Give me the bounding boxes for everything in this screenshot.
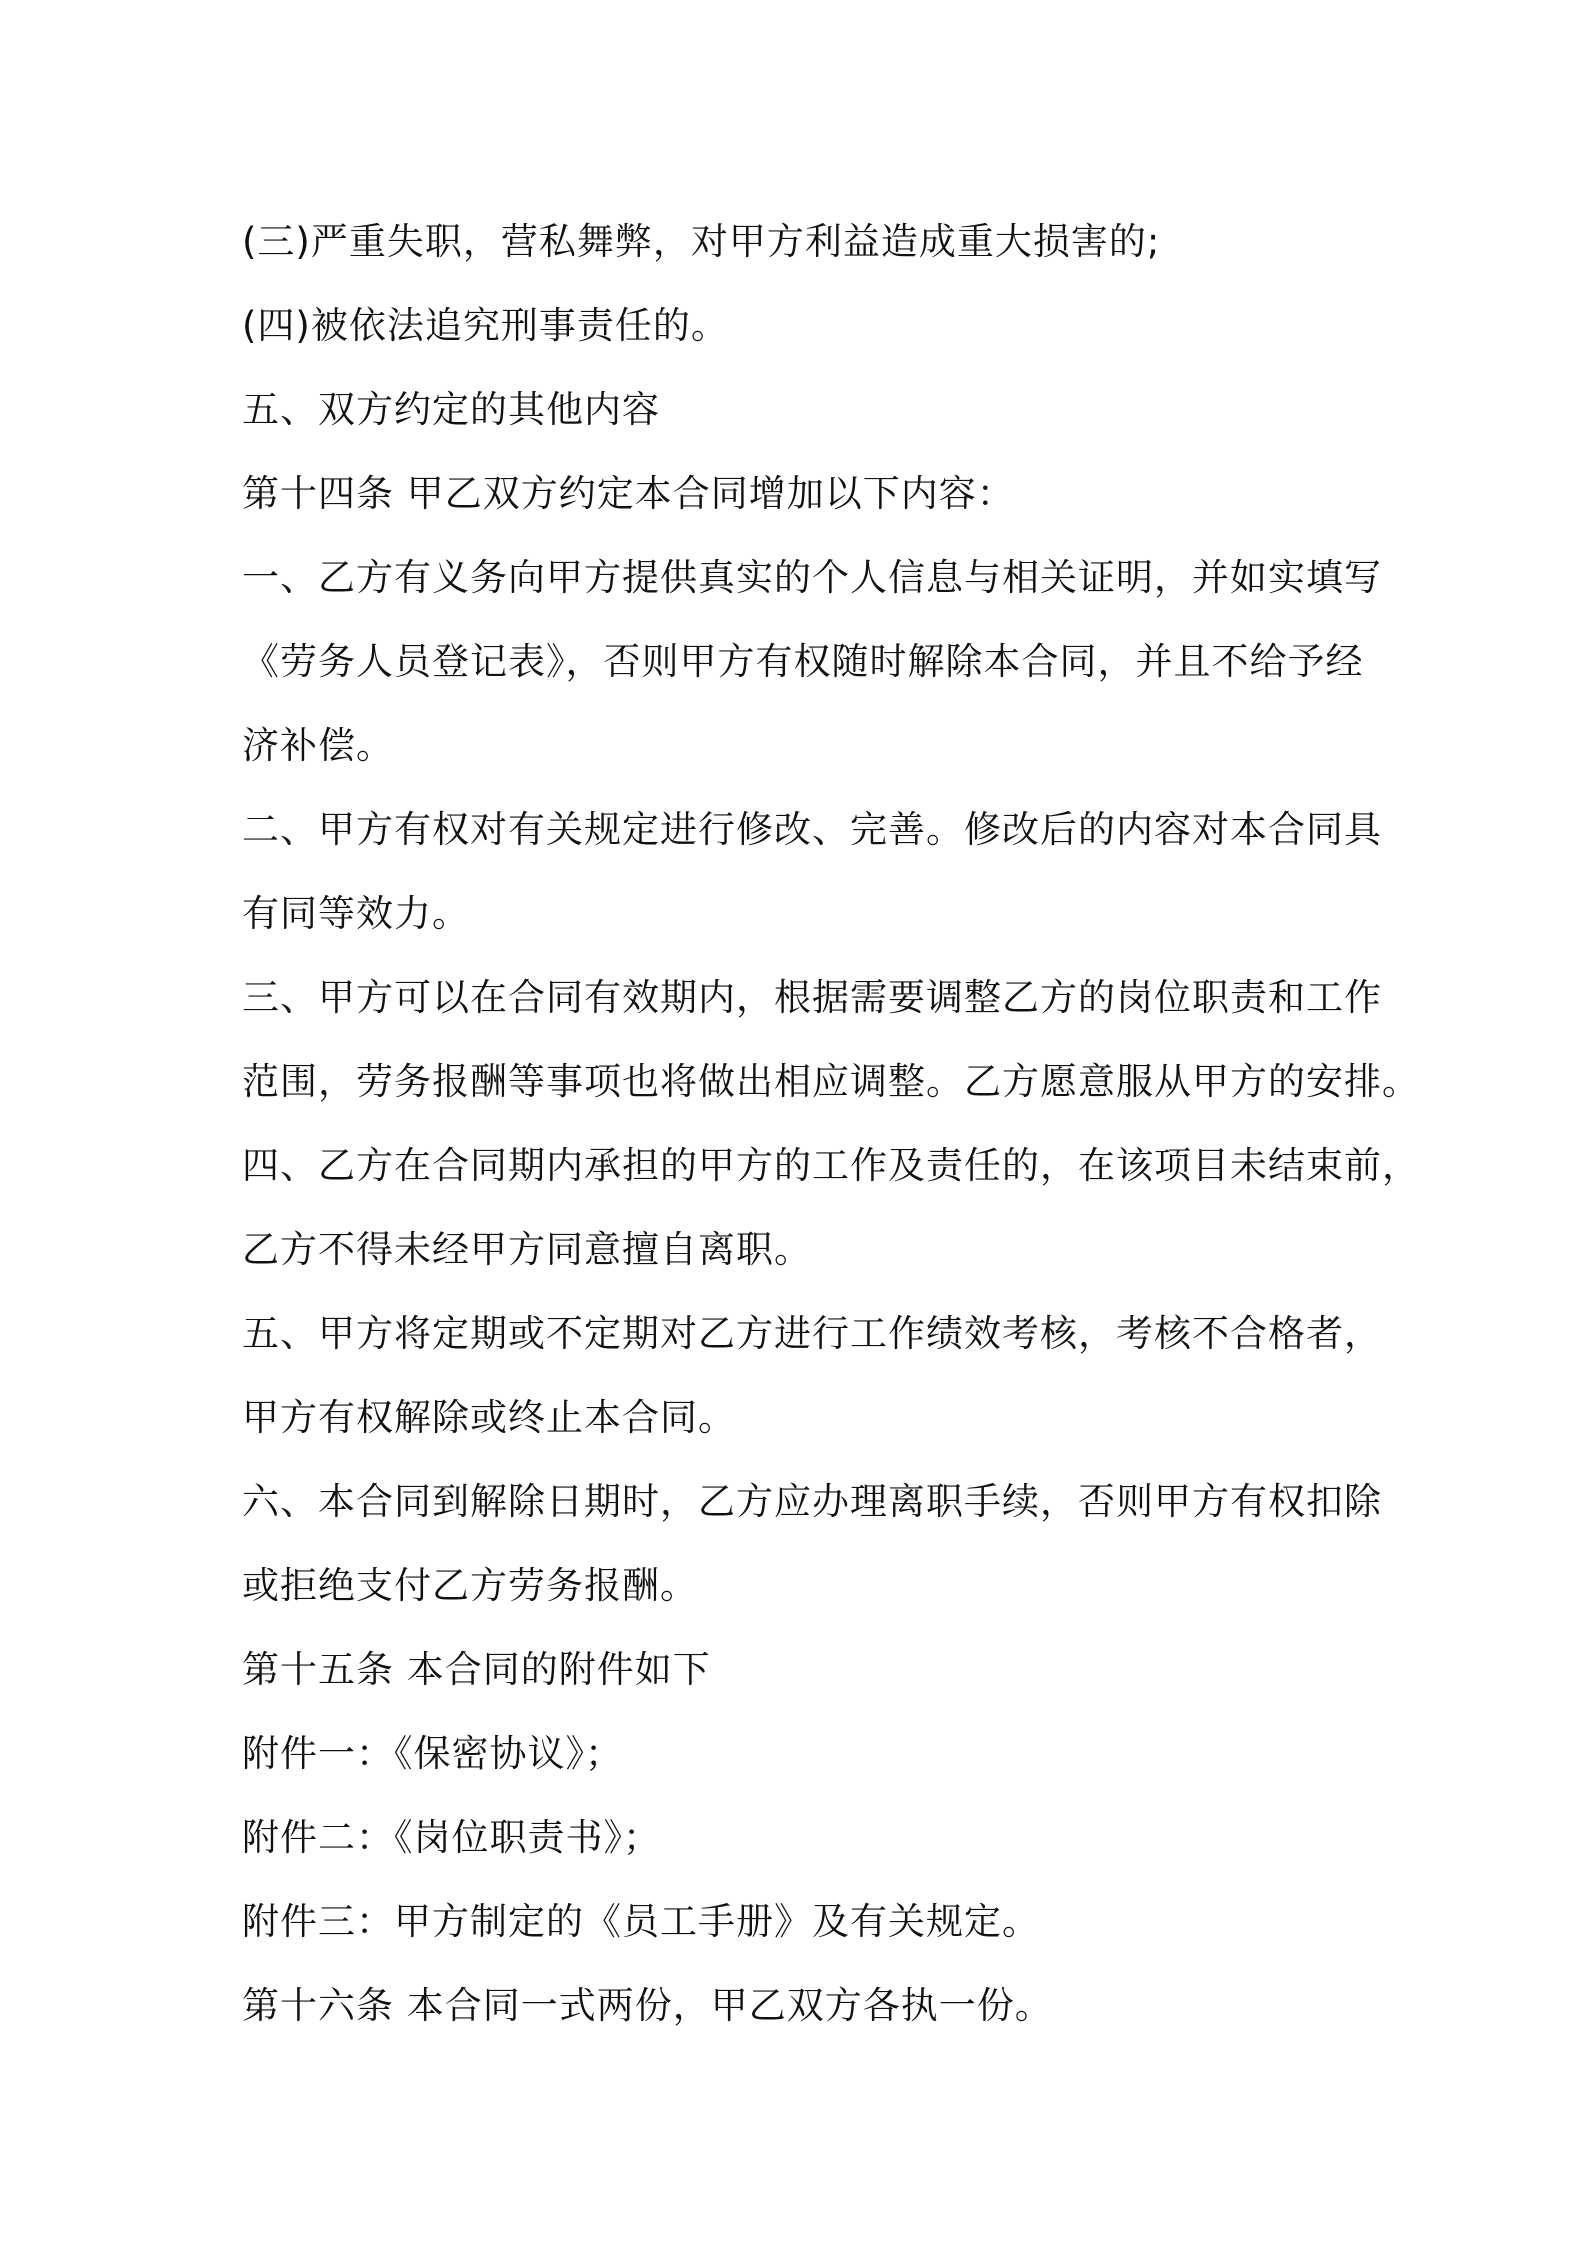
article-14-item-2-line-2: 有同等效力。	[242, 892, 470, 935]
article-14-item-1-line-3: 济补偿。	[242, 724, 394, 767]
article-14-item-6-line-2: 或拒绝支付乙方劳务报酬。	[242, 1564, 698, 1607]
article-14-item-4-line-1: 四、乙方在合同期内承担的甲方的工作及责任的，在该项目未结束前，	[242, 1144, 1420, 1187]
document-body	[242, 200, 1420, 2048]
attachment-3: 附件三：甲方制定的《员工手册》及有关规定。	[242, 1900, 1040, 1943]
article-14-item-1-line-2: 《劳务人员登记表》，否则甲方有权随时解除本合同，并且不给予经	[242, 640, 1364, 683]
clause-item-3: (三)严重失职，营私舞弊，对甲方利益造成重大损害的;	[242, 220, 1161, 263]
attachment-2: 附件二：《岗位职责书》；	[242, 1816, 661, 1859]
clause-item-4: (四)被依法追究刑事责任的。	[242, 304, 729, 347]
article-16: 第十六条 本合同一式两份，甲乙双方各执一份。	[242, 1984, 1053, 2027]
article-14-heading: 第十四条 甲乙双方约定本合同增加以下内容：	[242, 472, 1015, 515]
article-14-item-5-line-2: 甲方有权解除或终止本合同。	[242, 1396, 736, 1439]
article-14-item-1-line-1: 一、乙方有义务向甲方提供真实的个人信息与相关证明，并如实填写	[242, 556, 1382, 599]
article-14-item-6-line-1: 六、本合同到解除日期时，乙方应办理离职手续，否则甲方有权扣除	[242, 1480, 1382, 1523]
article-14-item-2-line-1: 二、甲方有权对有关规定进行修改、完善。修改后的内容对本合同具	[242, 808, 1382, 851]
article-14-item-5-line-1: 五、甲方将定期或不定期对乙方进行工作绩效考核，考核不合格者，	[242, 1312, 1382, 1355]
article-14-item-3-line-2: 范围，劳务报酬等事项也将做出相应调整。乙方愿意服从甲方的安排。	[242, 1060, 1420, 1103]
section-heading-5: 五、双方约定的其他内容	[242, 388, 660, 431]
article-15-heading: 第十五条 本合同的附件如下	[242, 1648, 711, 1691]
attachment-1: 附件一：《保密协议》；	[242, 1732, 623, 1775]
article-14-item-4-line-2: 乙方不得未经甲方同意擅自离职。	[242, 1228, 812, 1271]
article-14-item-3-line-1: 三、甲方可以在合同有效期内，根据需要调整乙方的岗位职责和工作	[242, 976, 1382, 1019]
